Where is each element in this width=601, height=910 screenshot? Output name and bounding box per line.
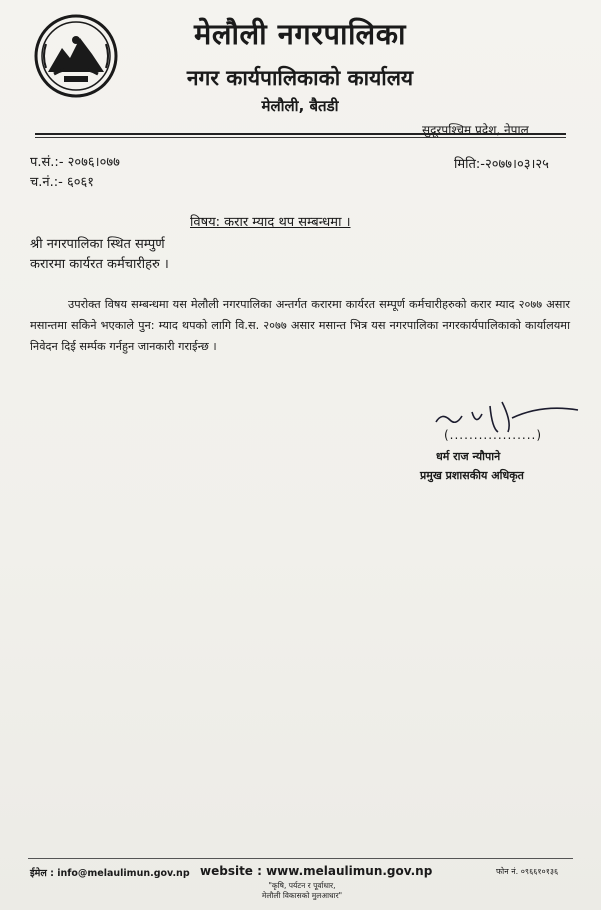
- office-name: नगर कार्यपालिकाको कार्यालय: [186, 66, 414, 90]
- header-divider-thin: [35, 137, 566, 138]
- footer-divider: [28, 858, 573, 859]
- letter-subject: [190, 212, 351, 230]
- reference-number: प.सं.:- २०७६।०७७: [30, 155, 120, 170]
- letter-body: उपरोक्त विषय सम्बन्धमा यस मेलौली नगरपालिका अन्तर्गत करारमा कार्यरत सम्पूर्ण कर्मचारीहरुको करार म्याद २०७७ असार मसान्तमा सकिने भएकाले पुन: म्याद थपको लागि वि.स. २०७७ असार मसान्त भित्र यस नगरपालिका नगरकार्यपालिकाको कार्यालयमा निवेदन दिई सर्म्पक गर्नहुन जानकारी गराईन्छ ।: [30, 298, 570, 353]
- slogan-line-1: "कृषि, पर्यटन र पूर्वाधार,: [268, 881, 336, 890]
- signature-line: (..................): [444, 428, 543, 442]
- footer-phone: फोन नं. ०९६६१०१३६: [496, 867, 559, 876]
- municipality-name: मेलौली नगरपालिका: [193, 17, 406, 51]
- header-divider: [35, 133, 566, 135]
- province-label: सुदूरपश्चिम प्रदेश, नेपाल: [422, 123, 529, 137]
- slogan-line-2: मेलौली विकासको मुलआधार": [261, 891, 343, 900]
- footer-website: website : www.melaulimun.gov.np: [200, 864, 433, 878]
- footer-email: ईमेल : info@melaulimun.gov.np: [30, 868, 190, 879]
- dispatch-number: च.नं.:- ६०६१: [30, 175, 94, 190]
- recipient-line-1: श्री नगरपालिका स्थित सम्पुर्ण: [30, 237, 165, 252]
- footer-slogan: [232, 881, 372, 901]
- office-location: मेलौली, बैतडी: [261, 97, 339, 115]
- signatory-title: प्रमुख प्रशासकीय अधिकृत: [420, 469, 524, 482]
- letter-date: मिति:-२०७७।०३।२५: [454, 157, 549, 172]
- recipient-line-2: करारमा कार्यरत कर्मचारीहरु ।: [30, 257, 169, 272]
- subject-text: विषय: करार म्याद थप सम्बन्धमा ।: [190, 215, 351, 230]
- nepal-emblem-icon: [34, 14, 118, 98]
- signatory-name: धर्म राज न्यौपाने: [436, 450, 501, 463]
